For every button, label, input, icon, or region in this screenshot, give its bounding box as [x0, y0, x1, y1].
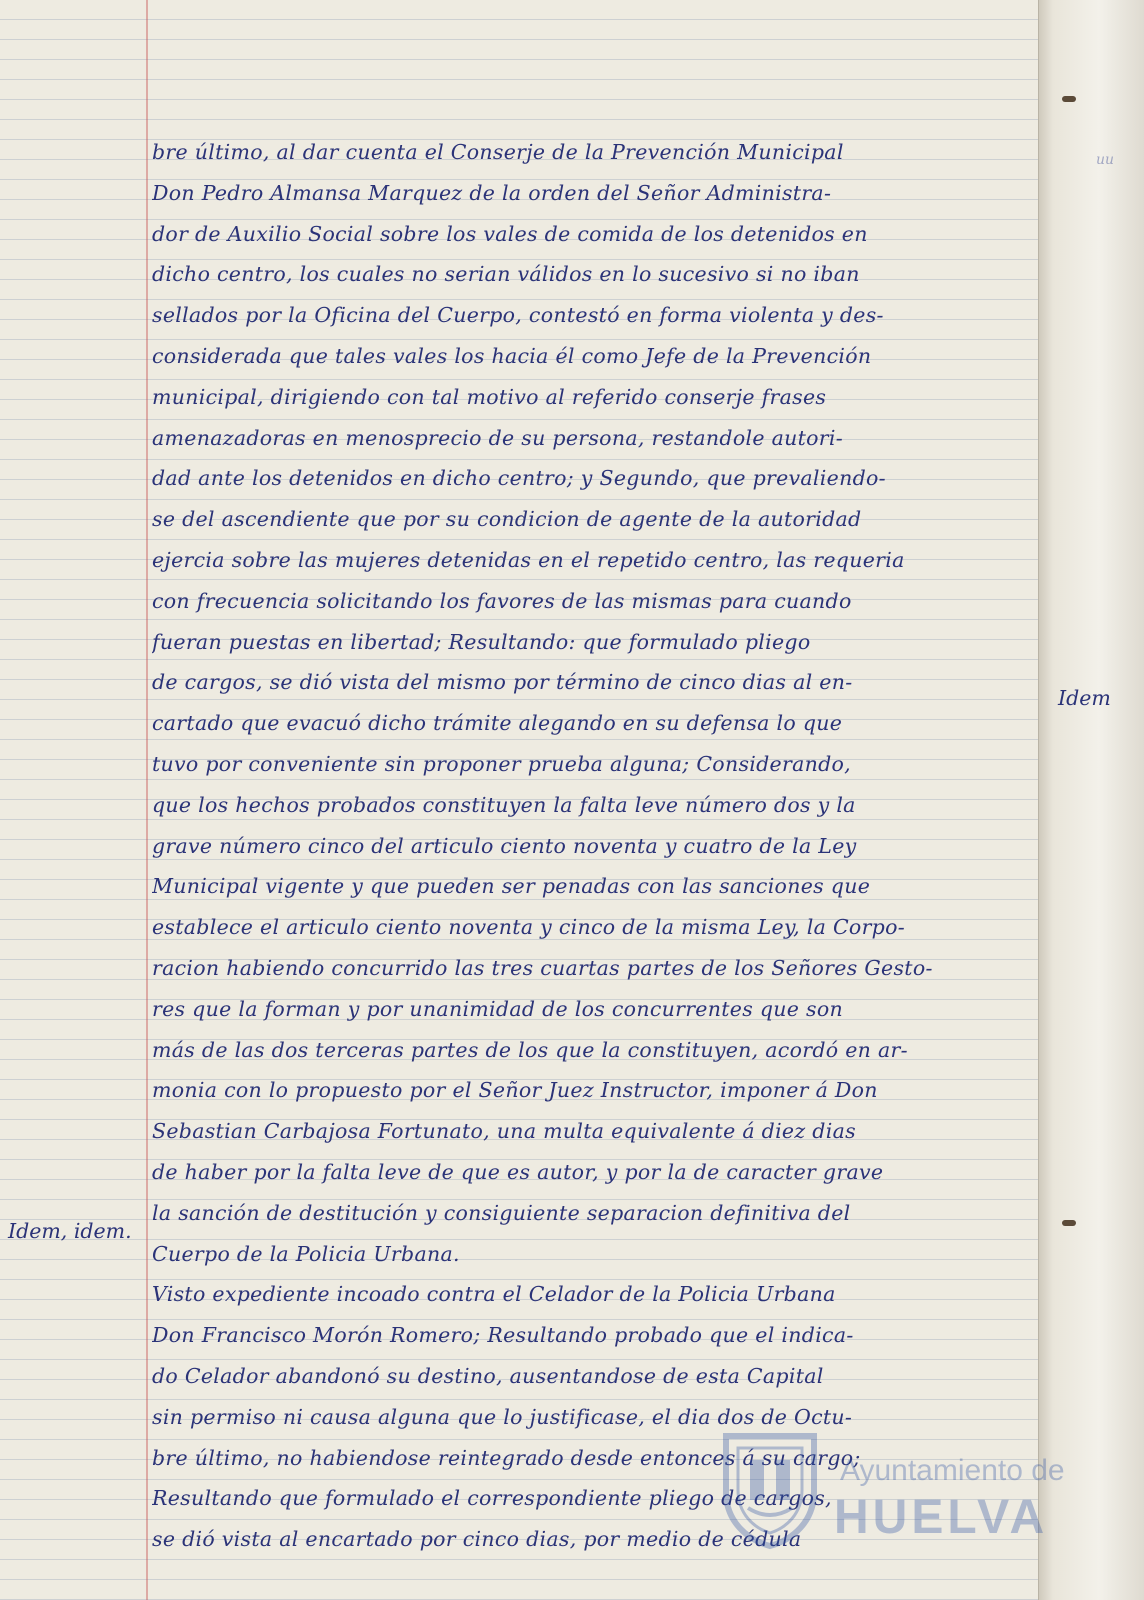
text-line: dicho centro, los cuales no serian válidos en lo sucesivo si no iban [152, 262, 860, 287]
text-line: que los hechos probados constituyen la falta leve número dos y la [152, 792, 856, 817]
text-line: municipal, dirigiendo con tal motivo al referido conserje frases [152, 384, 827, 409]
watermark [718, 1430, 1065, 1550]
watermark-line-2: HUELVA [834, 1491, 1049, 1544]
margin-note-left: Idem, idem. [8, 1219, 132, 1243]
text-line: cartado que evacuó dicho trámite alegando en su defensa lo que [152, 711, 843, 736]
text-line: Sebastian Carbajosa Fortunato, una multa equivalente á diez dias [152, 1119, 856, 1144]
text-line: amenazadoras en menosprecio de su persona, restandole autori- [152, 425, 843, 450]
staple-top [1062, 96, 1076, 102]
text-line: sellados por la Oficina del Cuerpo, contestó en forma violenta y des- [152, 303, 884, 328]
text-line: establece el articulo ciento noventa y cinco de la misma Ley, la Corpo- [152, 915, 905, 940]
text-line: Municipal vigente y que pueden ser penadas con las sanciones que [152, 874, 871, 899]
coat-of-arms-icon [718, 1430, 822, 1550]
page-fold [1038, 0, 1144, 1600]
text-line: más de las dos terceras partes de los que la constituyen, acordó en ar- [152, 1037, 908, 1062]
text-line: Cuerpo de la Policia Urbana. [152, 1241, 460, 1266]
staple-bottom [1062, 1220, 1076, 1226]
stray-ink-mark: uu [1096, 152, 1115, 168]
text-line: se del ascendiente que por su condicion de agente de la autoridad [152, 507, 862, 532]
text-line: sin permiso ni causa alguna que lo justificase, el dia dos de Octu- [152, 1404, 853, 1429]
margin-note-right: Idem [1058, 686, 1111, 710]
manuscript-text [152, 132, 1036, 1560]
text-line: se dió vista al encartado por cinco dias, por medio de cédula [152, 1527, 802, 1552]
text-line: de cargos, se dió vista del mismo por término de cinco dias al en- [152, 670, 853, 695]
text-line: fueran puestas en libertad; Resultando: que formulado pliego [152, 629, 811, 654]
text-line: bre último, no habiendose reintegrado desde entonces á su cargo; [152, 1445, 861, 1470]
text-line: Visto expediente incoado contra el Celador de la Policia Urbana [152, 1282, 836, 1307]
text-line: ejercia sobre las mujeres detenidas en el repetido centro, las requeria [152, 547, 905, 572]
text-line: grave número cinco del articulo ciento noventa y cuatro de la Ley [152, 833, 857, 858]
watermark-line-1: Ayuntamiento de [840, 1454, 1065, 1487]
text-line: de haber por la falta leve de que es autor, y por la de caracter grave [152, 1159, 884, 1184]
text-line: res que la forman y por unanimidad de los concurrentes que son [152, 996, 843, 1021]
text-line: monia con lo propuesto por el Señor Juez Instructor, imponer á Don [152, 1078, 878, 1103]
text-line: considerada que tales vales los hacia él como Jefe de la Prevención [152, 343, 872, 368]
text-line: con frecuencia solicitando los favores de las mismas para cuando [152, 588, 852, 613]
text-line: Don Pedro Almansa Marquez de la orden del Señor Administra- [152, 180, 832, 205]
text-line: bre último, al dar cuenta el Conserje de la Prevención Municipal [152, 140, 844, 164]
text-line: dor de Auxilio Social sobre los vales de comida de los detenidos en [152, 221, 868, 246]
text-line: la sanción de destitución y consiguiente separacion definitiva del [152, 1200, 851, 1225]
text-line: Resultando que formulado el correspondiente pliego de cargos, [152, 1486, 832, 1511]
text-line: tuvo por conveniente sin proponer prueba alguna; Considerando, [152, 751, 851, 776]
text-line: racion habiendo concurrido las tres cuartas partes de los Señores Gesto- [152, 955, 933, 980]
text-line: Don Francisco Morón Romero; Resultando probado que el indica- [152, 1323, 854, 1348]
text-line: do Celador abandonó su destino, ausentandose de esta Capital [152, 1363, 824, 1388]
text-line: dad ante los detenidos en dicho centro; y Segundo, que prevaliendo- [152, 466, 886, 491]
